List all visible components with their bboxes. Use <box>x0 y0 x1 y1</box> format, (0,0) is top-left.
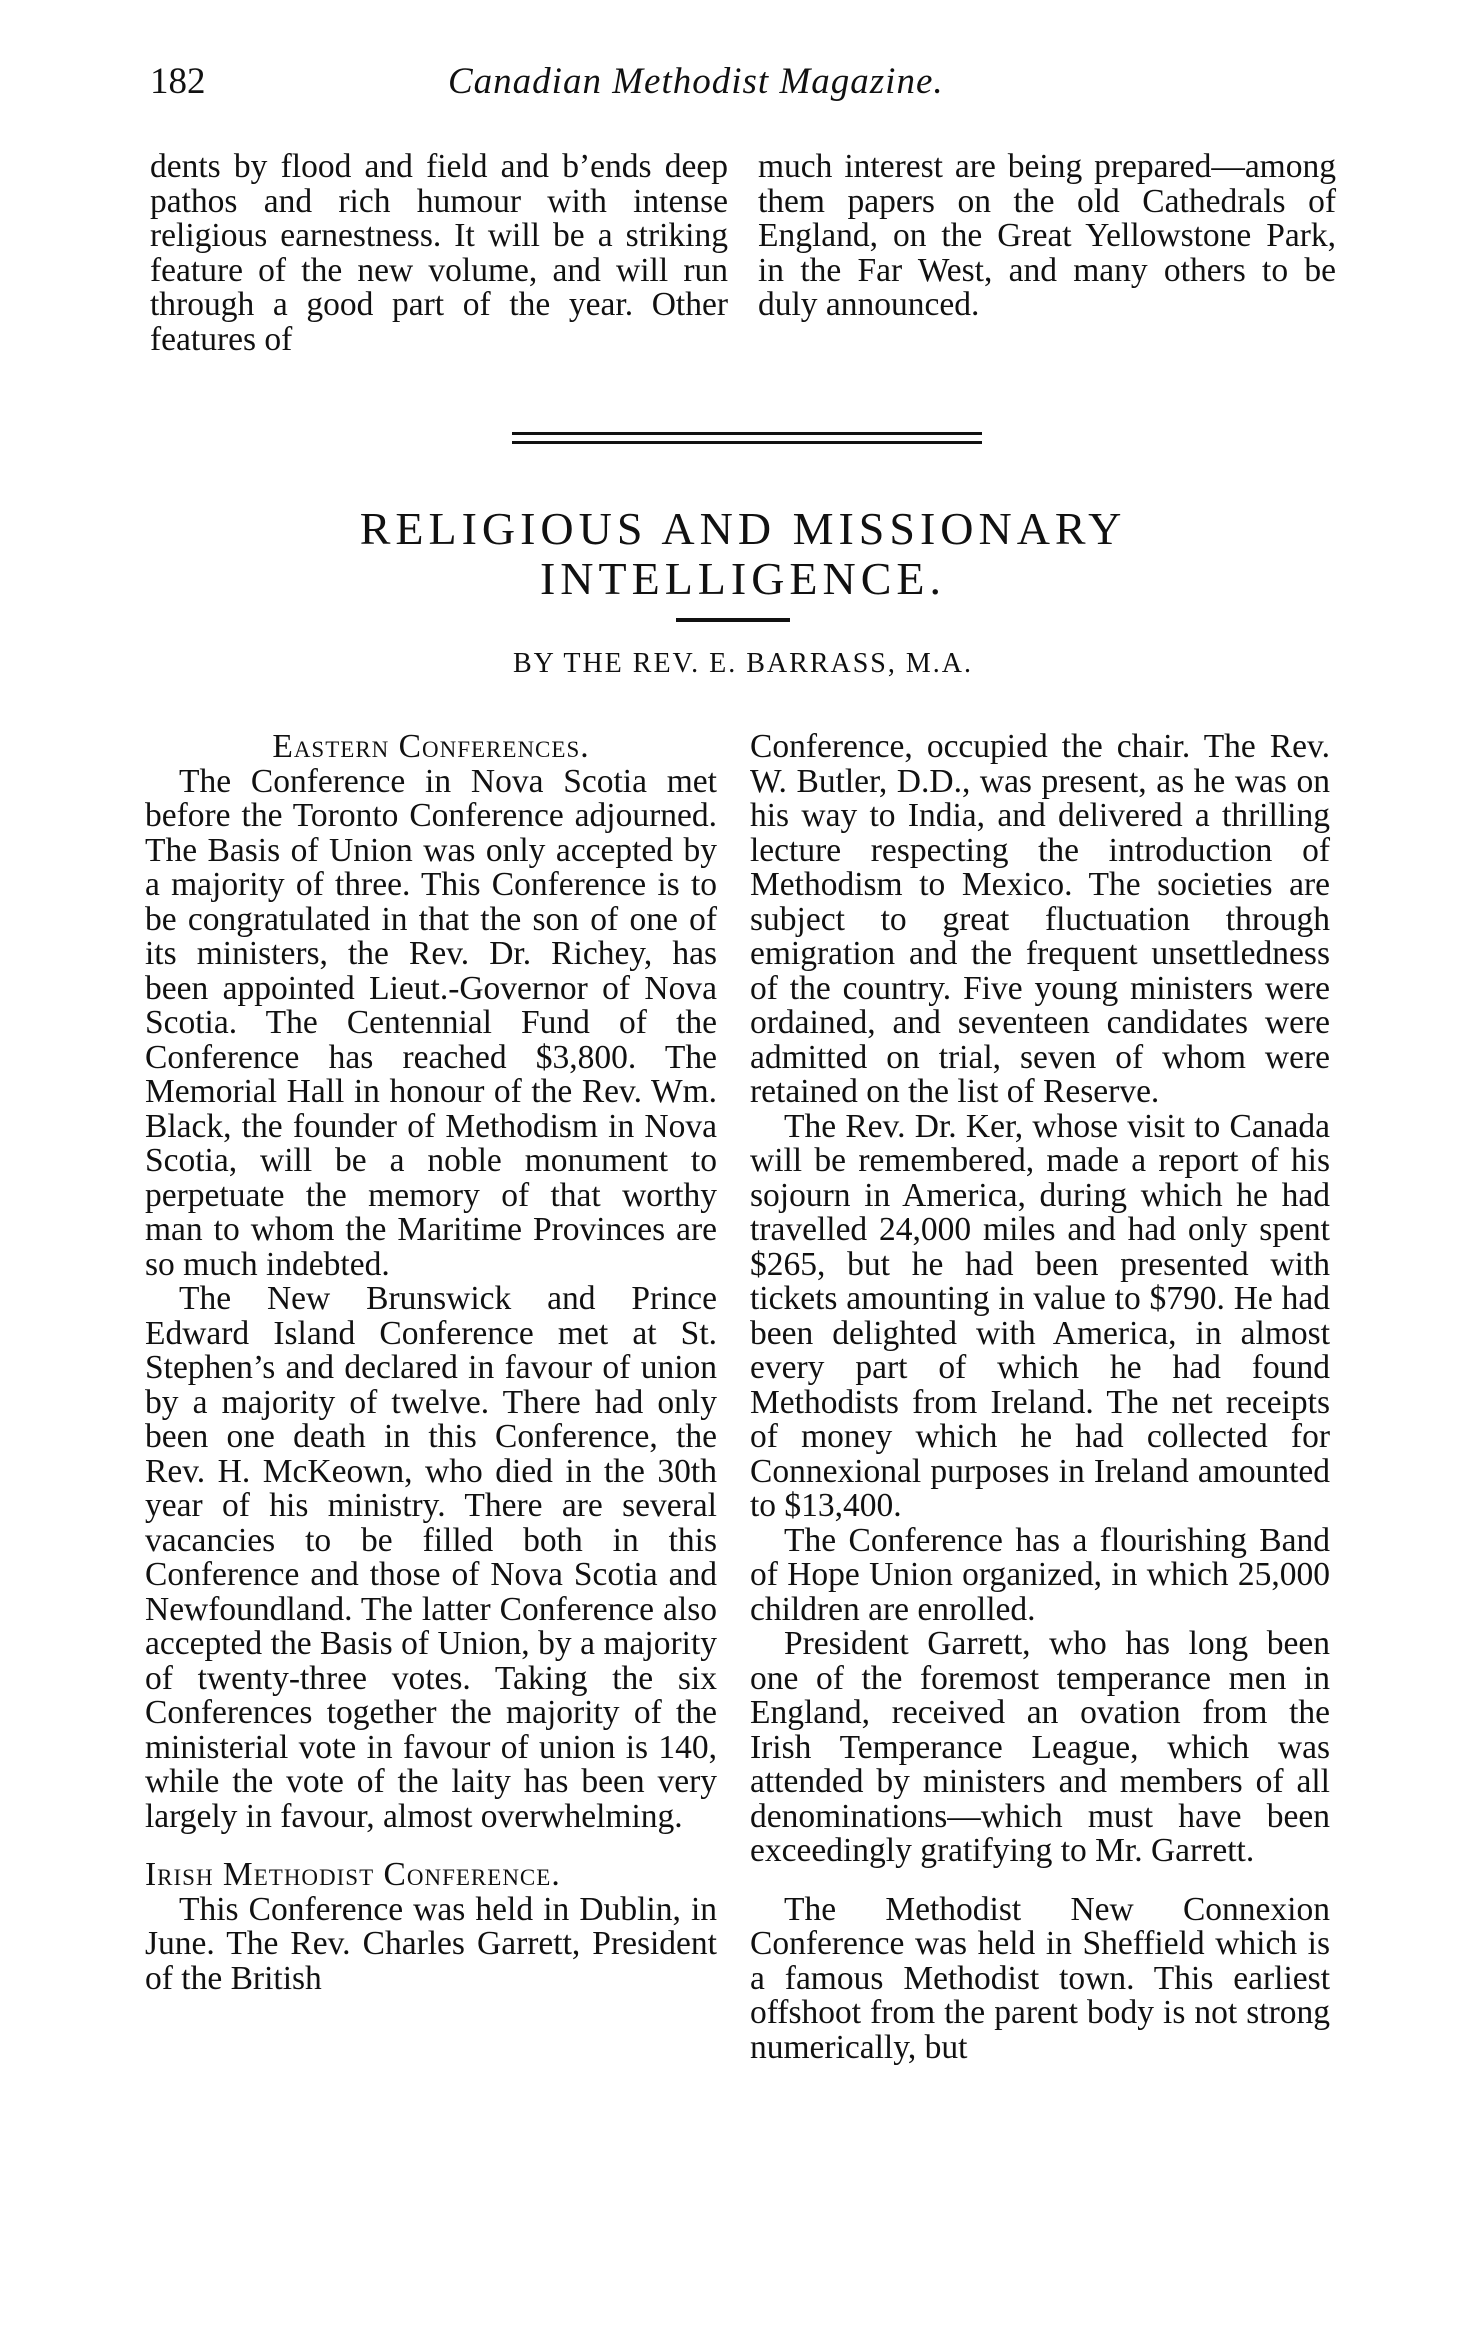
left-column <box>145 730 717 1996</box>
paragraph: The Conference has a flourishing Band of Hope Union organized, in which 25,000 children are enrolled. <box>750 1521 1330 1628</box>
top-right-column <box>758 150 1336 323</box>
paragraph: President Garrett, who has long been one of the foremost temperance men in England, received an ovation from the Irish Temperance League, which was attended by ministers and members of all denominations—which must have been exceedingly gratifying to Mr. Garrett. <box>750 1625 1330 1869</box>
top-left-column <box>150 150 728 357</box>
page-number: 182 <box>150 61 206 102</box>
paragraph: Conference, occupied the chair. The Rev. W. Butler, D.D., was present, as he was on his way to India, and delivered a thrilling lecture respecting the introduction of Methodism to Mexico. The societies are subject to great fluctuation through emigration and the frequent unsettledness of the country. Five young ministers were ordained, and seventeen candidates were admitted on trial, seven of whom were retained on the list of Reserve. <box>750 728 1330 1110</box>
right-column <box>750 730 1330 2065</box>
byline: BY THE REV. E. BARRASS, M.A. <box>512 648 973 679</box>
paragraph: This Conference was held in Dublin, in June. The Rev. Charles Garrett, President of the British <box>145 1890 717 1997</box>
continuation-paragraph: much interest are being prepared—among them papers on the old Cathedrals of England, on the Great Yellowstone Park, in the Far West, and many others to be duly announced. <box>758 148 1336 323</box>
subheading-irish-methodist-conference: Irish Methodist Conference. <box>145 1856 561 1893</box>
paragraph: The Methodist New Connexion Conference was held in Sheffield which is a famous Methodist town. This earliest offshoot from the parent body is not strong numerically, but <box>750 1890 1330 2066</box>
paragraph: The Rev. Dr. Ker, whose visit to Canada will be remembered, made a report of his sojourn in America, during which he had travelled 24,000 miles and had only spent $265, but he had been presented with tickets amounting in value to $790. He had been delighted with America, in almost every part of which he had found Methodists from Ireland. The net receipts of money which he had collected for Connexional purposes in Ireland amounted to $13,400. <box>750 1107 1330 1524</box>
section-divider <box>512 432 982 444</box>
paragraph: The Conference in Nova Scotia met before the Toronto Conference adjourned. The Basis of Union was only accepted by a majority of three. This Conference is to be congratulated in that the son of one of its ministers, the Rev. Dr. Richey, has been appointed Lieut.-Governor of Nova Scotia. The Centennial Fund of the Conference has reached $3,800. The Memorial Hall in honour of the Rev. Wm. Black, the founder of Methodism in Nova Scotia, will be a noble monument to perpetuate the memory of that worthy man to whom the Maritime Provinces are so much indebted. <box>145 762 717 1283</box>
title-underline <box>676 618 790 622</box>
paragraph: The New Brunswick and Prince Edward Island Conference met at St. Stephen’s and declared in favour of union by a majority of twelve. There had only been one death in this Conference, the Rev. H. McKeown, who died in the 30th year of his ministry. There are several vacancies to be filled both in this Conference and those of Nova Scotia and Newfoundland. The latter Conference also accepted the Basis of Union, by a majority of twenty-three votes. Taking the six Conferences together the majority of the ministerial vote in favour of union is 140, while the vote of the laity has been very largely in favour, almost overwhelming. <box>145 1280 717 1835</box>
journal-title: Canadian Methodist Magazine. <box>448 61 944 102</box>
section-title-line-2: INTELLIGENCE. <box>539 553 947 604</box>
section-title-line-1: RELIGIOUS AND MISSIONARY <box>359 503 1127 554</box>
continuation-paragraph: dents by flood and field and b’ends deep pathos and rich humour with intense religious earnestness. It will be a striking feature of the new volume, and will run through a good part of the year. Other features of <box>150 148 728 358</box>
subheading-eastern-conferences: Eastern Conferences. <box>272 728 590 765</box>
running-head <box>150 60 1330 110</box>
section-title <box>150 504 1336 604</box>
